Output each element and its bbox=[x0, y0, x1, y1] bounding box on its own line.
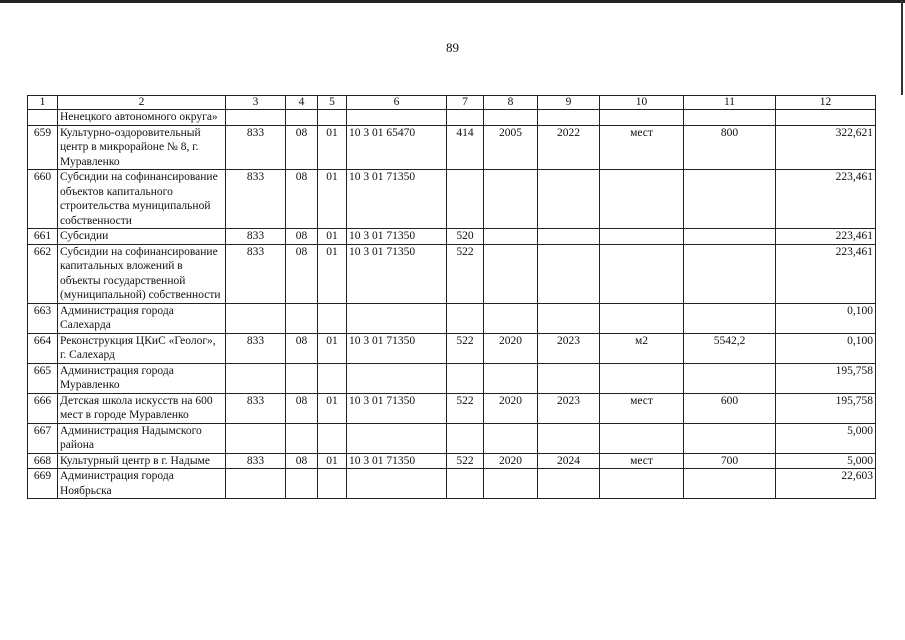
row-number-cell: 659 bbox=[28, 125, 58, 170]
column-header: 8 bbox=[484, 96, 538, 110]
expense-type-code-cell: 520 bbox=[447, 229, 484, 245]
amount-cell: 223,461 bbox=[776, 229, 876, 245]
amount-cell: 5,000 bbox=[776, 453, 876, 469]
table-row bbox=[28, 303, 876, 333]
end-year-cell bbox=[538, 363, 600, 393]
item-name-cell: Администрация города Муравленко bbox=[58, 363, 226, 393]
start-year-cell bbox=[484, 229, 538, 245]
unit-cell bbox=[600, 363, 684, 393]
capacity-cell bbox=[684, 170, 776, 229]
expense-type-code-cell bbox=[447, 170, 484, 229]
row-number-cell bbox=[28, 110, 58, 126]
column-header: 3 bbox=[226, 96, 286, 110]
end-year-cell bbox=[538, 229, 600, 245]
table-row bbox=[28, 363, 876, 393]
capacity-cell: 800 bbox=[684, 125, 776, 170]
section-code-cell bbox=[286, 363, 318, 393]
amount-cell: 195,758 bbox=[776, 363, 876, 393]
expense-type-code-cell: 522 bbox=[447, 453, 484, 469]
column-header: 4 bbox=[286, 96, 318, 110]
capacity-cell bbox=[684, 229, 776, 245]
item-name-cell: Культурный центр в г. Надыме bbox=[58, 453, 226, 469]
amount-cell: 0,100 bbox=[776, 303, 876, 333]
target-article-code-cell: 10 3 01 71350 bbox=[347, 229, 447, 245]
end-year-cell: 2022 bbox=[538, 125, 600, 170]
amount-cell: 195,758 bbox=[776, 393, 876, 423]
capacity-cell: 600 bbox=[684, 393, 776, 423]
table-row bbox=[28, 229, 876, 245]
target-article-code-cell: 10 3 01 71350 bbox=[347, 453, 447, 469]
expense-type-code-cell bbox=[447, 110, 484, 126]
column-header: 5 bbox=[318, 96, 347, 110]
end-year-cell bbox=[538, 469, 600, 499]
amount-cell: 223,461 bbox=[776, 170, 876, 229]
end-year-cell bbox=[538, 423, 600, 453]
amount-cell: 0,100 bbox=[776, 333, 876, 363]
start-year-cell bbox=[484, 363, 538, 393]
row-number-cell: 666 bbox=[28, 393, 58, 423]
row-number-cell: 669 bbox=[28, 469, 58, 499]
end-year-cell: 2023 bbox=[538, 333, 600, 363]
ministry-code-cell: 833 bbox=[226, 229, 286, 245]
start-year-cell bbox=[484, 170, 538, 229]
ministry-code-cell bbox=[226, 110, 286, 126]
section-code-cell: 08 bbox=[286, 244, 318, 303]
expense-type-code-cell bbox=[447, 469, 484, 499]
target-article-code-cell: 10 3 01 71350 bbox=[347, 244, 447, 303]
target-article-code-cell: 10 3 01 71350 bbox=[347, 393, 447, 423]
table-row bbox=[28, 170, 876, 229]
start-year-cell: 2020 bbox=[484, 393, 538, 423]
capacity-cell bbox=[684, 469, 776, 499]
subsection-code-cell: 01 bbox=[318, 125, 347, 170]
unit-cell: мест bbox=[600, 125, 684, 170]
table-row bbox=[28, 110, 876, 126]
subsection-code-cell bbox=[318, 110, 347, 126]
subsection-code-cell bbox=[318, 469, 347, 499]
capacity-cell bbox=[684, 110, 776, 126]
expense-type-code-cell bbox=[447, 303, 484, 333]
end-year-cell: 2023 bbox=[538, 393, 600, 423]
column-header: 6 bbox=[347, 96, 447, 110]
start-year-cell bbox=[484, 423, 538, 453]
target-article-code-cell bbox=[347, 469, 447, 499]
table-row bbox=[28, 244, 876, 303]
ministry-code-cell bbox=[226, 303, 286, 333]
target-article-code-cell bbox=[347, 363, 447, 393]
ministry-code-cell: 833 bbox=[226, 393, 286, 423]
target-article-code-cell: 10 3 01 71350 bbox=[347, 170, 447, 229]
target-article-code-cell bbox=[347, 423, 447, 453]
subsection-code-cell: 01 bbox=[318, 170, 347, 229]
row-number-cell: 661 bbox=[28, 229, 58, 245]
section-code-cell: 08 bbox=[286, 229, 318, 245]
amount-cell: 5,000 bbox=[776, 423, 876, 453]
unit-cell: мест bbox=[600, 393, 684, 423]
end-year-cell bbox=[538, 303, 600, 333]
subsection-code-cell: 01 bbox=[318, 393, 347, 423]
unit-cell bbox=[600, 229, 684, 245]
capacity-cell bbox=[684, 244, 776, 303]
section-code-cell bbox=[286, 469, 318, 499]
table-row bbox=[28, 469, 876, 499]
unit-cell bbox=[600, 303, 684, 333]
end-year-cell: 2024 bbox=[538, 453, 600, 469]
row-number-cell: 663 bbox=[28, 303, 58, 333]
item-name-cell: Администрация города Салехарда bbox=[58, 303, 226, 333]
item-name-cell: Субсидии на софинансирование объектов капитального строительства муниципальной собственности bbox=[58, 170, 226, 229]
start-year-cell: 2005 bbox=[484, 125, 538, 170]
unit-cell bbox=[600, 423, 684, 453]
capacity-cell: 5542,2 bbox=[684, 333, 776, 363]
ministry-code-cell bbox=[226, 469, 286, 499]
capacity-cell bbox=[684, 303, 776, 333]
section-code-cell: 08 bbox=[286, 453, 318, 469]
table-header-row bbox=[28, 96, 876, 110]
amount-cell: 22,603 bbox=[776, 469, 876, 499]
page-number: 89 bbox=[446, 40, 459, 55]
section-code-cell bbox=[286, 110, 318, 126]
unit-cell bbox=[600, 469, 684, 499]
expense-type-code-cell: 414 bbox=[447, 125, 484, 170]
unit-cell: м2 bbox=[600, 333, 684, 363]
budget-table bbox=[27, 95, 876, 499]
subsection-code-cell: 01 bbox=[318, 229, 347, 245]
amount-cell bbox=[776, 110, 876, 126]
expense-type-code-cell: 522 bbox=[447, 244, 484, 303]
ministry-code-cell: 833 bbox=[226, 170, 286, 229]
item-name-cell: Субсидии на софинансирование капитальных вложений в объекты государственной (муниципальной) собственности bbox=[58, 244, 226, 303]
table-row bbox=[28, 125, 876, 170]
row-number-cell: 664 bbox=[28, 333, 58, 363]
ministry-code-cell: 833 bbox=[226, 333, 286, 363]
start-year-cell bbox=[484, 244, 538, 303]
item-name-cell: Детская школа искусств на 600 мест в городе Муравленко bbox=[58, 393, 226, 423]
item-name-cell: Реконструкция ЦКиС «Геолог», г. Салехард bbox=[58, 333, 226, 363]
item-name-cell: Субсидии bbox=[58, 229, 226, 245]
item-name-cell: Администрация Надымского района bbox=[58, 423, 226, 453]
ministry-code-cell bbox=[226, 423, 286, 453]
capacity-cell: 700 bbox=[684, 453, 776, 469]
column-header: 2 bbox=[58, 96, 226, 110]
ministry-code-cell: 833 bbox=[226, 453, 286, 469]
target-article-code-cell bbox=[347, 110, 447, 126]
target-article-code-cell bbox=[347, 303, 447, 333]
end-year-cell bbox=[538, 110, 600, 126]
start-year-cell: 2020 bbox=[484, 453, 538, 469]
column-header: 12 bbox=[776, 96, 876, 110]
item-name-cell: Администрация города Ноябрьска bbox=[58, 469, 226, 499]
row-number-cell: 667 bbox=[28, 423, 58, 453]
table-row bbox=[28, 423, 876, 453]
subsection-code-cell: 01 bbox=[318, 244, 347, 303]
expense-type-code-cell bbox=[447, 423, 484, 453]
column-header: 11 bbox=[684, 96, 776, 110]
section-code-cell bbox=[286, 423, 318, 453]
capacity-cell bbox=[684, 363, 776, 393]
target-article-code-cell: 10 3 01 65470 bbox=[347, 125, 447, 170]
ministry-code-cell bbox=[226, 363, 286, 393]
section-code-cell: 08 bbox=[286, 393, 318, 423]
table-body bbox=[28, 110, 876, 499]
table-row bbox=[28, 453, 876, 469]
subsection-code-cell bbox=[318, 423, 347, 453]
row-number-cell: 665 bbox=[28, 363, 58, 393]
column-header: 10 bbox=[600, 96, 684, 110]
column-header: 1 bbox=[28, 96, 58, 110]
row-number-cell: 668 bbox=[28, 453, 58, 469]
end-year-cell bbox=[538, 244, 600, 303]
start-year-cell bbox=[484, 110, 538, 126]
section-code-cell: 08 bbox=[286, 125, 318, 170]
capacity-cell bbox=[684, 423, 776, 453]
section-code-cell: 08 bbox=[286, 333, 318, 363]
end-year-cell bbox=[538, 170, 600, 229]
unit-cell bbox=[600, 170, 684, 229]
unit-cell bbox=[600, 110, 684, 126]
unit-cell bbox=[600, 244, 684, 303]
amount-cell: 322,621 bbox=[776, 125, 876, 170]
subsection-code-cell bbox=[318, 303, 347, 333]
ministry-code-cell: 833 bbox=[226, 244, 286, 303]
section-code-cell bbox=[286, 303, 318, 333]
amount-cell: 223,461 bbox=[776, 244, 876, 303]
target-article-code-cell: 10 3 01 71350 bbox=[347, 333, 447, 363]
expense-type-code-cell: 522 bbox=[447, 333, 484, 363]
table-row bbox=[28, 333, 876, 363]
expense-type-code-cell bbox=[447, 363, 484, 393]
start-year-cell bbox=[484, 303, 538, 333]
unit-cell: мест bbox=[600, 453, 684, 469]
row-number-cell: 660 bbox=[28, 170, 58, 229]
subsection-code-cell: 01 bbox=[318, 333, 347, 363]
expense-type-code-cell: 522 bbox=[447, 393, 484, 423]
table-row bbox=[28, 393, 876, 423]
start-year-cell: 2020 bbox=[484, 333, 538, 363]
section-code-cell: 08 bbox=[286, 170, 318, 229]
ministry-code-cell: 833 bbox=[226, 125, 286, 170]
subsection-code-cell: 01 bbox=[318, 453, 347, 469]
item-name-cell: Культурно-оздоровительный центр в микрорайоне № 8, г. Муравленко bbox=[58, 125, 226, 170]
top-border-line bbox=[0, 0, 905, 3]
subsection-code-cell bbox=[318, 363, 347, 393]
row-number-cell: 662 bbox=[28, 244, 58, 303]
column-header: 7 bbox=[447, 96, 484, 110]
item-name-cell: Ненецкого автономного округа» bbox=[58, 110, 226, 126]
column-header: 9 bbox=[538, 96, 600, 110]
start-year-cell bbox=[484, 469, 538, 499]
